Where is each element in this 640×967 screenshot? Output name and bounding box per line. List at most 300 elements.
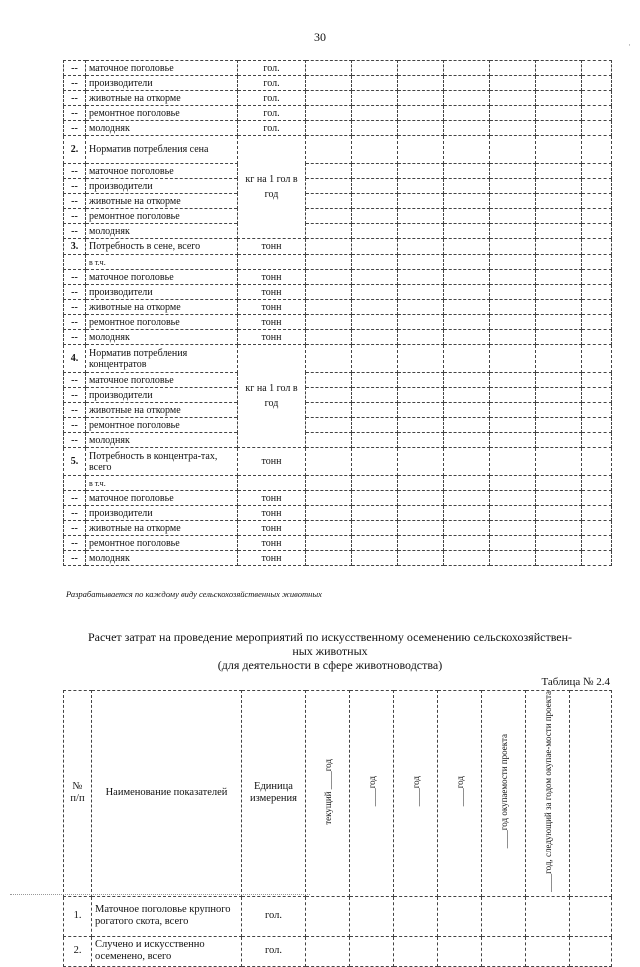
header-current-year <box>306 691 350 897</box>
cell <box>398 491 444 506</box>
row-num <box>64 255 86 270</box>
cell <box>536 224 582 239</box>
cell <box>306 896 350 936</box>
cell <box>306 224 352 239</box>
table-row <box>64 270 612 285</box>
cell <box>352 491 398 506</box>
section-title <box>40 630 620 672</box>
cell <box>352 179 398 194</box>
header-payback-year <box>482 691 526 897</box>
cell <box>398 300 444 315</box>
row-unit <box>238 255 306 270</box>
row-unit: гол. <box>238 121 306 136</box>
cell <box>444 448 490 476</box>
row-unit: тонн <box>238 300 306 315</box>
cell <box>398 403 444 418</box>
cell <box>536 476 582 491</box>
cell <box>352 209 398 224</box>
cell <box>490 448 536 476</box>
cell <box>536 300 582 315</box>
row-unit: гол. <box>238 76 306 91</box>
cell <box>444 255 490 270</box>
cell <box>490 224 536 239</box>
cell <box>444 121 490 136</box>
header-num: № п/п <box>64 691 92 897</box>
cell <box>536 106 582 121</box>
cell <box>536 209 582 224</box>
cell <box>582 551 612 566</box>
cell <box>306 239 352 255</box>
cell <box>444 106 490 121</box>
cell <box>352 521 398 536</box>
header-year-4-text: ____год <box>454 776 465 807</box>
cell <box>482 936 526 966</box>
row-num: -- <box>64 491 86 506</box>
cell <box>352 224 398 239</box>
cell <box>582 136 612 164</box>
cell <box>306 209 352 224</box>
cell <box>490 403 536 418</box>
cell <box>352 270 398 285</box>
cell <box>490 300 536 315</box>
cell <box>352 194 398 209</box>
cell <box>490 194 536 209</box>
cell <box>526 896 570 936</box>
cell <box>582 179 612 194</box>
row-name: ремонтное поголовье <box>86 106 238 121</box>
table-row <box>64 239 612 255</box>
cell <box>582 476 612 491</box>
row-num: 5. <box>64 448 86 476</box>
cell <box>582 403 612 418</box>
table-row <box>64 418 612 433</box>
cell <box>306 506 352 521</box>
cell <box>306 194 352 209</box>
cell <box>536 433 582 448</box>
norm-unit: кг на 1 гол в год <box>238 136 306 239</box>
cell <box>536 551 582 566</box>
cell <box>582 506 612 521</box>
cell <box>352 300 398 315</box>
table-row <box>64 224 612 239</box>
table-row <box>64 164 612 179</box>
cell <box>536 121 582 136</box>
table-row <box>64 373 612 388</box>
cell <box>582 433 612 448</box>
table-row <box>64 194 612 209</box>
row-num: 3. <box>64 239 86 255</box>
cell <box>582 373 612 388</box>
table-row <box>64 476 612 491</box>
row-unit <box>238 476 306 491</box>
cell <box>398 448 444 476</box>
cell <box>536 285 582 300</box>
cell <box>582 164 612 179</box>
cell <box>398 330 444 345</box>
cell <box>306 476 352 491</box>
cell <box>306 121 352 136</box>
cell <box>582 91 612 106</box>
cell <box>444 388 490 403</box>
cell <box>306 285 352 300</box>
cell <box>352 164 398 179</box>
cell <box>398 521 444 536</box>
row-name: ремонтное поголовье <box>86 536 238 551</box>
cell <box>350 896 394 936</box>
cell <box>444 373 490 388</box>
cell <box>352 551 398 566</box>
cell <box>444 476 490 491</box>
cell <box>398 136 444 164</box>
row-name: Норматив потребления концентратов <box>86 345 238 373</box>
cell <box>582 194 612 209</box>
cell <box>536 315 582 330</box>
row-name: животные на откорме <box>86 91 238 106</box>
cell <box>582 448 612 476</box>
cell <box>490 491 536 506</box>
cell <box>306 330 352 345</box>
row-num: -- <box>64 506 86 521</box>
row-name: ремонтное поголовье <box>86 418 238 433</box>
row-unit: тонн <box>238 239 306 255</box>
cell <box>582 345 612 373</box>
cell <box>444 521 490 536</box>
header-payback-year-text: ____год окупаемости проекта <box>498 734 509 849</box>
cell <box>398 551 444 566</box>
row-unit: тонн <box>238 551 306 566</box>
cell <box>398 121 444 136</box>
cell <box>352 345 398 373</box>
cell <box>582 285 612 300</box>
header-row <box>64 691 612 897</box>
header-empty <box>570 691 612 897</box>
row-num: 2. <box>64 136 86 164</box>
cell <box>490 506 536 521</box>
cell <box>526 936 570 966</box>
cell <box>398 179 444 194</box>
cell <box>582 121 612 136</box>
row-name: животные на откорме <box>86 194 238 209</box>
cell <box>490 76 536 91</box>
cell <box>398 255 444 270</box>
cell <box>398 345 444 373</box>
cell <box>490 270 536 285</box>
table-row <box>64 76 612 91</box>
cell <box>352 476 398 491</box>
row-name: маточное поголовье <box>86 61 238 76</box>
cell <box>352 136 398 164</box>
row-name: Потребность в концентра-тах, всего <box>86 448 238 476</box>
row-name: маточное поголовье <box>86 373 238 388</box>
table-row <box>64 491 612 506</box>
row-num: -- <box>64 330 86 345</box>
cell <box>444 270 490 285</box>
row-num: -- <box>64 209 86 224</box>
row-name: производители <box>86 388 238 403</box>
cell <box>352 330 398 345</box>
cell <box>490 433 536 448</box>
table-row <box>64 506 612 521</box>
row-unit: гол. <box>238 61 306 76</box>
cell <box>570 936 612 966</box>
cell <box>398 373 444 388</box>
table-row <box>64 121 612 136</box>
cell <box>444 179 490 194</box>
row-num: -- <box>64 521 86 536</box>
row-unit: тонн <box>238 285 306 300</box>
cell <box>582 270 612 285</box>
cell <box>444 300 490 315</box>
header-year-4 <box>438 691 482 897</box>
cell <box>490 345 536 373</box>
cell <box>536 136 582 164</box>
cell <box>536 239 582 255</box>
header-year-2-text: ____год <box>366 776 377 807</box>
cell <box>536 91 582 106</box>
cell <box>536 506 582 521</box>
row-num: 4. <box>64 345 86 373</box>
row-unit: тонн <box>238 315 306 330</box>
table-row <box>64 61 612 76</box>
row-num: -- <box>64 164 86 179</box>
table-row <box>64 433 612 448</box>
cell <box>490 330 536 345</box>
cell <box>444 61 490 76</box>
cell <box>582 418 612 433</box>
cell <box>582 330 612 345</box>
row-num <box>64 476 86 491</box>
row-name: Маточное поголовье крупного рогатого скота, всего <box>92 896 242 936</box>
cell <box>306 136 352 164</box>
row-name: маточное поголовье <box>86 270 238 285</box>
cell <box>444 551 490 566</box>
row-unit: гол. <box>238 91 306 106</box>
cell <box>352 285 398 300</box>
cell <box>352 91 398 106</box>
cell <box>352 315 398 330</box>
cell <box>306 433 352 448</box>
row-name: молодняк <box>86 433 238 448</box>
cell <box>352 433 398 448</box>
cell <box>570 896 612 936</box>
row-name: молодняк <box>86 224 238 239</box>
table-row <box>64 936 612 966</box>
table-row <box>64 551 612 566</box>
cell <box>490 209 536 224</box>
cell <box>490 551 536 566</box>
cell <box>444 136 490 164</box>
row-num: -- <box>64 224 86 239</box>
row-num: -- <box>64 551 86 566</box>
cell <box>490 476 536 491</box>
cell <box>352 506 398 521</box>
cell <box>490 373 536 388</box>
cell <box>398 476 444 491</box>
table-label: Таблица № 2.4 <box>541 676 610 688</box>
table-row <box>64 136 612 164</box>
cell <box>536 521 582 536</box>
cell <box>398 61 444 76</box>
cell <box>444 224 490 239</box>
cell <box>398 285 444 300</box>
header-after-payback-text: ____год, следующий за годом окупае-мости проекта <box>542 691 553 892</box>
table-row <box>64 315 612 330</box>
cell <box>536 491 582 506</box>
cell <box>582 521 612 536</box>
row-unit: тонн <box>238 506 306 521</box>
cell <box>444 194 490 209</box>
cell <box>306 106 352 121</box>
cell <box>582 388 612 403</box>
cell <box>352 536 398 551</box>
cell <box>398 270 444 285</box>
cell <box>306 388 352 403</box>
cell <box>490 91 536 106</box>
cell <box>536 448 582 476</box>
cell <box>582 315 612 330</box>
row-name: в т.ч. <box>86 255 238 270</box>
row-name: молодняк <box>86 551 238 566</box>
row-unit: тонн <box>238 521 306 536</box>
cell <box>582 239 612 255</box>
row-num: -- <box>64 194 86 209</box>
header-after-payback <box>526 691 570 897</box>
cell <box>306 536 352 551</box>
cell <box>350 936 394 966</box>
cell <box>444 433 490 448</box>
cell <box>444 506 490 521</box>
cell <box>490 121 536 136</box>
row-name: молодняк <box>86 121 238 136</box>
table-row <box>64 536 612 551</box>
cell <box>490 521 536 536</box>
cell <box>490 61 536 76</box>
row-unit: тонн <box>238 448 306 476</box>
row-unit: тонн <box>238 491 306 506</box>
cell <box>582 300 612 315</box>
cell <box>352 76 398 91</box>
cell <box>482 896 526 936</box>
cell <box>352 239 398 255</box>
cell <box>306 300 352 315</box>
cell <box>398 224 444 239</box>
table-row <box>64 896 612 936</box>
cell <box>444 315 490 330</box>
insemination-cost-table <box>63 690 612 967</box>
cell <box>536 270 582 285</box>
cell <box>352 121 398 136</box>
row-name: производители <box>86 76 238 91</box>
cell <box>438 896 482 936</box>
cell <box>490 536 536 551</box>
page-number: 30 <box>314 30 326 44</box>
cell <box>352 61 398 76</box>
row-num: 2. <box>64 936 92 966</box>
cell <box>536 61 582 76</box>
header-year-2 <box>350 691 394 897</box>
side-mark: · <box>628 40 631 50</box>
row-num: -- <box>64 106 86 121</box>
cell <box>306 418 352 433</box>
cell <box>306 255 352 270</box>
cell <box>444 209 490 224</box>
cell <box>536 373 582 388</box>
table-row <box>64 388 612 403</box>
table-row <box>64 255 612 270</box>
cell <box>306 164 352 179</box>
cell <box>352 448 398 476</box>
cell <box>536 330 582 345</box>
row-num: -- <box>64 270 86 285</box>
cell <box>352 388 398 403</box>
cell <box>582 536 612 551</box>
row-num: -- <box>64 91 86 106</box>
cell <box>444 536 490 551</box>
cell <box>536 388 582 403</box>
cell <box>306 179 352 194</box>
row-unit: тонн <box>238 536 306 551</box>
livestock-table <box>63 60 612 566</box>
cell <box>306 521 352 536</box>
row-name: Норматив потребления сена <box>86 136 238 164</box>
cell <box>398 239 444 255</box>
row-unit: гол. <box>238 106 306 121</box>
header-year-3 <box>394 691 438 897</box>
row-num: -- <box>64 300 86 315</box>
row-num: -- <box>64 373 86 388</box>
row-num: -- <box>64 76 86 91</box>
cell <box>444 345 490 373</box>
row-num: 1. <box>64 896 92 936</box>
row-unit: гол. <box>242 896 306 936</box>
table-row <box>64 209 612 224</box>
row-num: -- <box>64 61 86 76</box>
table-row <box>64 179 612 194</box>
row-unit: тонн <box>238 330 306 345</box>
cell <box>582 106 612 121</box>
row-name: Случено и искусственно осеменено, всего <box>92 936 242 966</box>
cell <box>398 76 444 91</box>
row-name: ремонтное поголовье <box>86 315 238 330</box>
cell <box>490 315 536 330</box>
cell <box>352 418 398 433</box>
cell <box>490 179 536 194</box>
cell <box>352 373 398 388</box>
cell <box>398 194 444 209</box>
cell <box>490 285 536 300</box>
row-num: -- <box>64 315 86 330</box>
row-num: -- <box>64 433 86 448</box>
row-num: -- <box>64 179 86 194</box>
row-name: животные на откорме <box>86 300 238 315</box>
cell <box>444 239 490 255</box>
bottom-rule <box>10 894 310 895</box>
cell <box>398 433 444 448</box>
row-num: -- <box>64 403 86 418</box>
cell <box>536 164 582 179</box>
row-unit: гол. <box>242 936 306 966</box>
cell <box>394 896 438 936</box>
cell <box>490 418 536 433</box>
cell <box>398 506 444 521</box>
table-row <box>64 300 612 315</box>
cell <box>444 403 490 418</box>
table-row <box>64 345 612 373</box>
cell <box>444 330 490 345</box>
section-title-line-2: ных животных <box>292 644 368 658</box>
table-footnote: Разрабатывается по каждому виду сельскохозяйственных животных <box>66 589 322 599</box>
table-row <box>64 285 612 300</box>
